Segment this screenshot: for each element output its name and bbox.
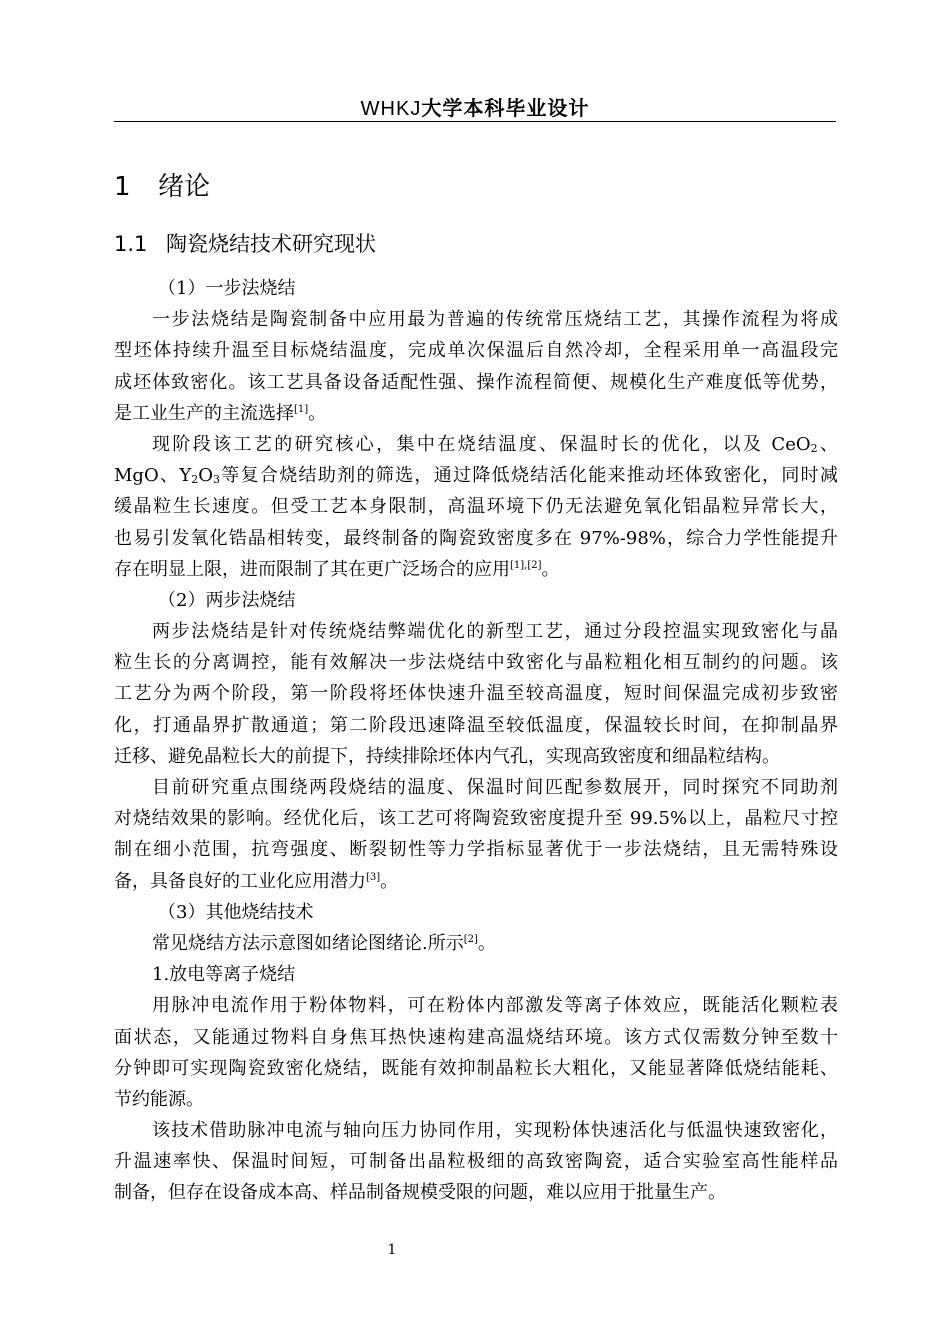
header-latin: WHKJ [360, 98, 422, 120]
paragraph-7 [114, 1115, 838, 1209]
text-line [114, 866, 838, 897]
subscript: 3 [212, 473, 220, 487]
text-span: 。 [477, 932, 496, 954]
text-span: 存在明显上限，进而限制了其在更广泛场合的应用 [114, 558, 510, 580]
text-span: 等复合烧结助剂的筛选，通过降低烧结活化能来推动坯体致密化，同时减 [219, 465, 838, 487]
text-line: 成坯体致密化。该工艺具备设备适配性强、操作流程简便、规模化生产难度低等优势， [114, 371, 838, 393]
text-line: 型坯体持续升温至目标烧结温度，完成单次保温后自然冷却，全程采用单一高温段完 [114, 340, 838, 362]
citation: [2] [463, 933, 478, 945]
citation: [1],[2] [510, 559, 542, 571]
subheading-sps: 1.放电等离子烧结 [152, 964, 296, 986]
paragraph-5 [114, 928, 838, 959]
text-line: 分钟即可实现陶瓷致密化烧结，既能有效抑制晶粒长大粗化，又能显著降低烧结能耗、 [114, 1057, 838, 1079]
paragraph-4 [114, 772, 838, 897]
text-line: 也易引发氧化锆晶相转变，最终制备的陶瓷致密度多在 97%-98%，综合力学性能提升 [114, 527, 838, 549]
text-line: 节约能源。 [114, 1088, 204, 1110]
chapter-heading [114, 166, 210, 203]
text-span: 。 [380, 870, 399, 892]
page-number: 1 [387, 1242, 397, 1258]
citation: [3] [366, 871, 381, 883]
text-line: 两步法烧结是针对传统烧结弊端优化的新型工艺，通过分段控温实现致密化与晶 [152, 621, 838, 643]
subscript: 2 [810, 441, 818, 455]
citation: [1] [294, 403, 309, 415]
text-span: 。 [541, 558, 560, 580]
paragraph-2 [114, 429, 838, 585]
text-line: 用脉冲电流作用于粉体物料，可在粉体内部激发等离子体效应，既能活化颗粒表 [152, 995, 838, 1017]
text-line: 工艺分为两个阶段，第一阶段将坯体快速升温至较高温度，短时间保温完成初步致密 [114, 683, 838, 705]
section-title: 陶瓷烧结技术研究现状 [166, 232, 376, 256]
text-span: 是工业生产的主流选择 [114, 402, 294, 424]
subscript: 2 [191, 473, 199, 487]
text-span: 常见烧结方法示意图如绪论图绪论.所示 [152, 932, 464, 954]
chapter-number: 1 [114, 172, 131, 202]
text-line [114, 398, 838, 429]
text-line: 升温速率快、保温时间短，可制备出晶粒极细的高致密陶瓷，适合实验室高性能样品 [114, 1151, 838, 1173]
text-line [114, 554, 838, 585]
paragraph-6 [114, 990, 838, 1115]
text-line [114, 460, 838, 491]
paragraph-1 [114, 304, 838, 429]
text-line: 面状态，又能通过物料自身焦耳热快速构建高温烧结环境。该方式仅需数分钟至数十 [114, 1026, 838, 1048]
text-line: 对烧结效果的影响。经优化后，该工艺可将陶瓷致密度提升至 99.5%以上，晶粒尺寸控 [114, 808, 838, 830]
text-span: O [198, 465, 213, 487]
text-line: 目前研究重点围绕两段烧结的温度、保温时间匹配参数展开，同时探究不同助剂 [152, 777, 838, 798]
text-line [114, 429, 838, 460]
text-span: 现阶段该工艺的研究核心，集中在烧结温度、保温时长的优化，以及 CeO [152, 433, 811, 455]
subheading-two-step: （2）两步法烧结 [158, 589, 296, 611]
text-span: 、 [817, 433, 839, 455]
body-text [114, 273, 838, 1209]
text-span: MgO、Y [114, 465, 192, 487]
text-line: 迁移、避免晶粒长大的前提下，持续排除坯体内气孔，实现高致密度和细晶粒结构。 [114, 745, 780, 767]
header-rule [114, 121, 836, 122]
text-line: 制在细小范围，抗弯强度、断裂韧性等力学指标显著优于一步法烧结，且无需特殊设 [114, 839, 838, 861]
subheading-other-techniques: （3）其他烧结技术 [158, 901, 314, 923]
text-line: 化，打通晶界扩散通道；第二阶段迅速降温至较低温度，保温较长时间，在抑制晶界 [114, 714, 838, 736]
chapter-title: 绪论 [158, 172, 211, 202]
running-header [114, 92, 836, 121]
subheading-one-step: （1）一步法烧结 [158, 278, 296, 299]
header-title: 大学本科毕业设计 [421, 96, 590, 120]
text-line: 缓晶粒生长速度。但受工艺本身限制，高温环境下仍无法避免氧化铝晶粒异常长大， [114, 496, 838, 518]
text-line: 粒生长的分离调控，能有效解决一步法烧结中致密化与晶粒粗化相互制约的问题。该 [114, 652, 838, 674]
text-line: 该技术借助脉冲电流与轴向压力协同作用，实现粉体快速活化与低温快速致密化， [152, 1120, 838, 1142]
text-span: 。 [308, 402, 327, 424]
text-line: 制备，但存在设备成本高、样品制备规模受限的问题，难以应用于批量生产。 [114, 1182, 726, 1204]
paragraph-3 [114, 616, 838, 772]
text-line: 一步法烧结是陶瓷制备中应用最为普遍的传统常压烧结工艺，其操作流程为将成 [152, 309, 838, 331]
section-heading [114, 228, 376, 258]
section-number: 1.1 [114, 232, 148, 256]
text-span: 备，具备良好的工业化应用潜力 [114, 870, 366, 892]
